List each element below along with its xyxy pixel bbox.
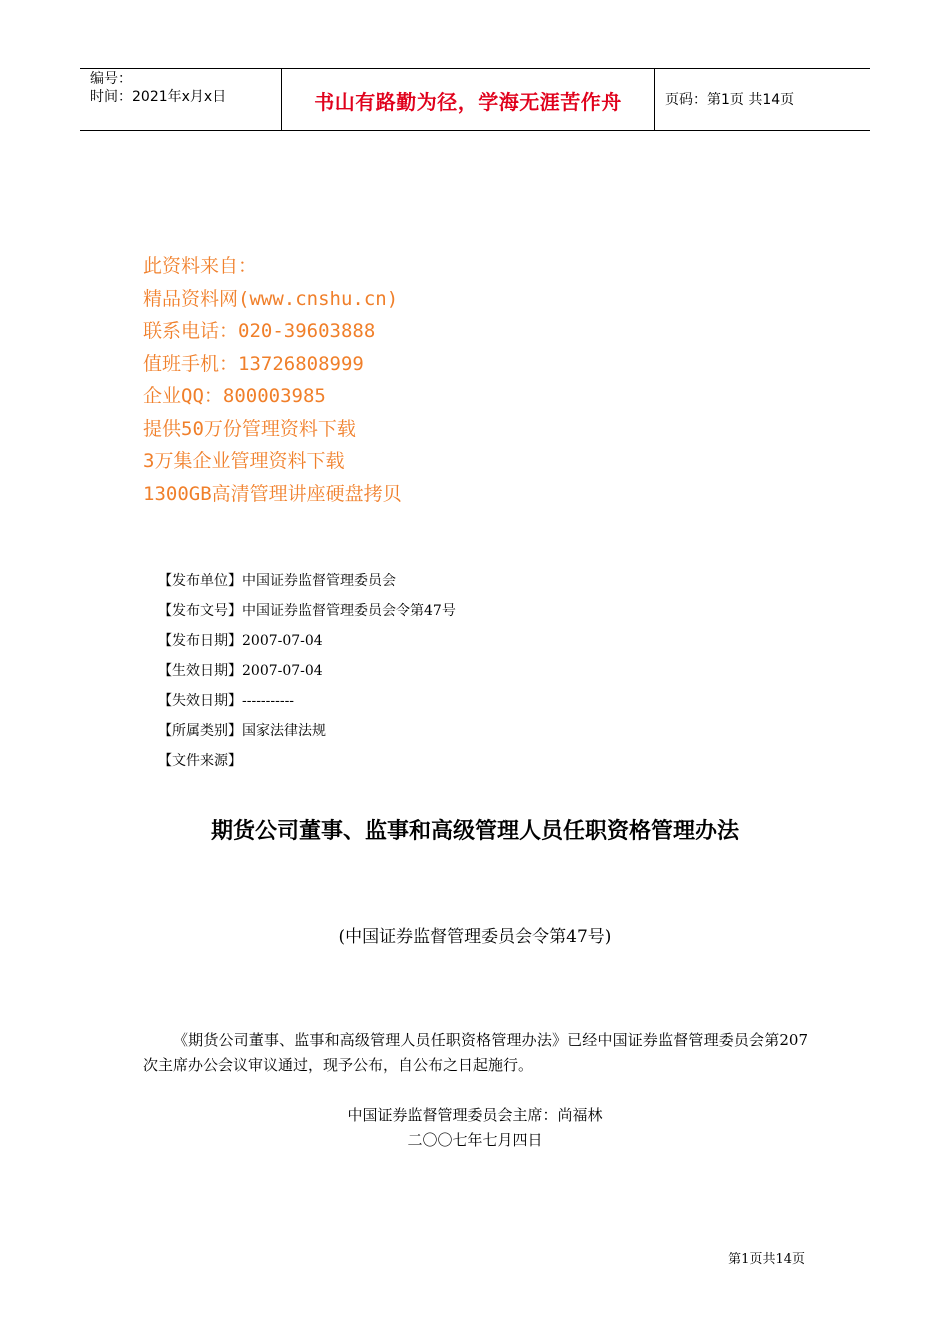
promo-line: 3万集企业管理资料下载 [143, 450, 345, 472]
metadata-row [158, 686, 456, 716]
metadata-value: 2007-07-04 [242, 663, 323, 679]
metadata-key: 【生效日期】 [158, 663, 242, 679]
header-motto-cell [282, 69, 655, 130]
metadata-row [158, 656, 456, 686]
metadata-key: 【发布文号】 [158, 603, 242, 619]
metadata-value: 中国证券监督管理委员会 [242, 573, 396, 589]
metadata-key: 【文件来源】 [158, 753, 242, 769]
metadata-list [158, 566, 456, 776]
document-date: 二〇〇七年七月四日 [407, 1131, 543, 1149]
promo-line: 精品资料网(www.cnshu.cn) [143, 287, 399, 310]
document-time-label: 时间：2021年x月x日 [90, 89, 227, 105]
promo-line: 提供50万份管理资料下载 [143, 417, 356, 440]
promo-block [143, 250, 402, 510]
header-page-cell [655, 69, 870, 130]
metadata-key: 【所属类别】 [158, 723, 242, 739]
document-body: 《期货公司董事、监事和高级管理人员任职资格管理办法》已经中国证券监督管理委员会第207次主席办公会议审议通过，现予公布，自公布之日起施行。 [143, 1031, 808, 1074]
document-subtitle: (中国证券监督管理委员会令第47号) [338, 927, 612, 947]
metadata-key: 【发布单位】 [158, 573, 242, 589]
metadata-value: ----------- [242, 693, 295, 709]
header-info-cell [80, 69, 282, 130]
metadata-key: 【失效日期】 [158, 693, 242, 709]
page-footer: 第1页共14页 [728, 1252, 805, 1267]
header-motto: 书山有路勤为径，学海无涯苦作舟 [314, 90, 622, 114]
promo-line: 企业QQ：800003985 [143, 385, 326, 407]
promo-line: 值班手机：13726808999 [143, 352, 364, 375]
promo-line: 1300GB高清管理讲座硬盘拷贝 [143, 482, 402, 505]
metadata-key: 【发布日期】 [158, 633, 242, 649]
metadata-row [158, 716, 456, 746]
document-signatory: 中国证券监督管理委员会主席：尚福林 [347, 1106, 603, 1124]
metadata-value: 2007-07-04 [242, 633, 323, 649]
document-code-label: 编号： [90, 71, 132, 87]
metadata-value: 中国证券监督管理委员会令第47号 [242, 603, 456, 619]
metadata-row [158, 626, 456, 656]
promo-line: 联系电话：020-39603888 [143, 320, 376, 342]
metadata-row [158, 746, 456, 776]
document-title: 期货公司董事、监事和高级管理人员任职资格管理办法 [210, 818, 739, 844]
page-header [80, 68, 870, 131]
metadata-value: 国家法律法规 [242, 723, 326, 739]
metadata-row [158, 566, 456, 596]
promo-line: 此资料来自： [143, 255, 258, 277]
metadata-row [158, 596, 456, 626]
header-page-info: 页码：第1页 共14页 [665, 92, 795, 108]
